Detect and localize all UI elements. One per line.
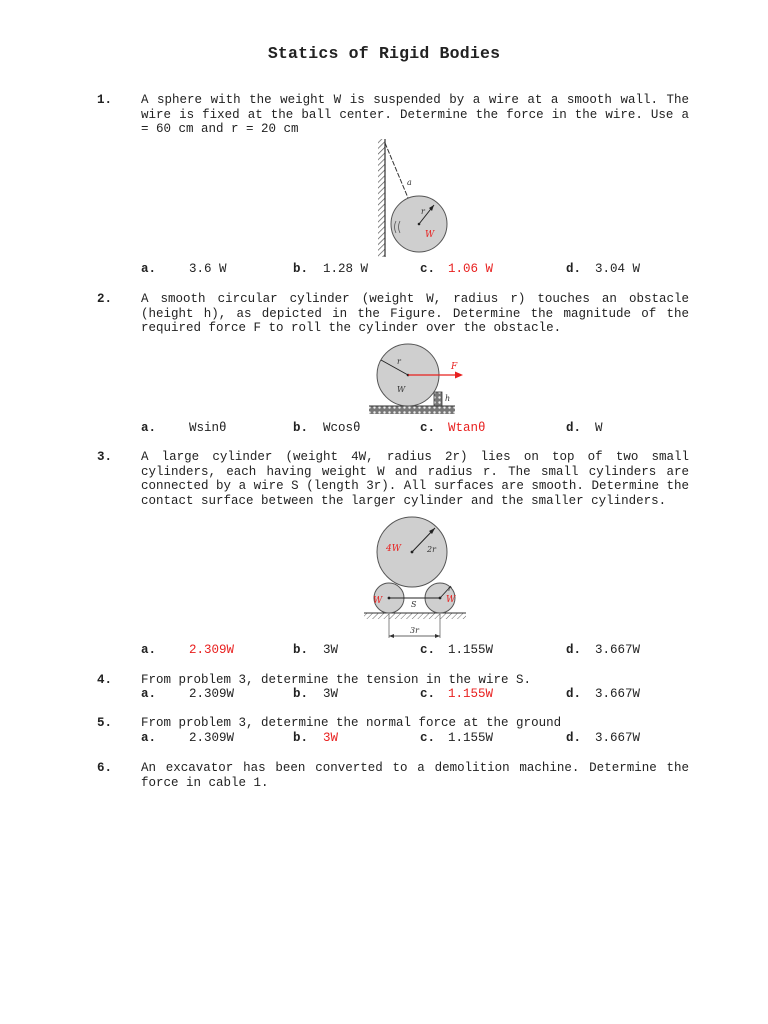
label-r: r [397,357,401,366]
option-b-letter: b. [293,731,309,745]
option-d-value[interactable]: 3.667W [595,643,641,657]
option-c-letter: c. [420,262,436,276]
option-b-value[interactable]: 3W [323,731,339,745]
wall [378,139,385,257]
question-6-text: An excavator has been converted to a demolition machine. Determine the force in cable 1. [141,761,689,790]
label-w: W [425,230,435,240]
option-c-letter: c. [420,687,436,701]
label-h: h [445,394,451,403]
label-f: F [451,362,458,372]
option-a-letter: a. [141,643,157,657]
figure-3-stacked-cylinders [362,516,468,640]
option-a-value[interactable]: Wsinθ [189,421,227,435]
obstacle [434,392,442,406]
option-a-value[interactable]: 2.309W [189,643,235,657]
option-c-value[interactable]: 1.155W [448,687,494,701]
option-b-value[interactable]: 3W [323,643,339,657]
option-d-value[interactable]: W [595,421,603,435]
question-6-number: 6. [97,761,113,775]
option-a-value[interactable]: 3.6 W [189,262,227,276]
question-4-options [141,687,689,703]
label-4w: 4W [386,544,401,554]
option-c-value[interactable]: Wtanθ [448,421,486,435]
question-1-text: A sphere with the weight W is suspended by a wire at a smooth wall. The wire is fixed at the ball center. Determine the force in the wire. Use a = 60 cm and r = 20 cm [141,93,689,137]
label-s: S [411,600,417,609]
question-4-number: 4. [97,673,113,687]
option-d-letter: d. [566,421,582,435]
option-d-letter: d. [566,731,582,745]
option-b-letter: b. [293,687,309,701]
floor [369,406,455,414]
label-a: a [407,178,412,187]
figure-1-sphere-wall [372,137,452,259]
question-5-number: 5. [97,716,113,730]
option-c-value[interactable]: 1.155W [448,731,494,745]
label-r-small: r [448,585,452,593]
label-w-right: W [446,595,456,605]
option-d-letter: d. [566,643,582,657]
option-a-letter: a. [141,687,157,701]
question-2-text: A smooth circular cylinder (weight W, radius r) touches an obstacle (height h), as depicted in the Figure. Determine the magnitude of the required force F to roll the cylinder over the obstacle. [141,292,689,336]
option-d-letter: d. [566,687,582,701]
question-3-options [141,643,689,659]
option-c-value[interactable]: 1.155W [448,643,494,657]
question-4-text: From problem 3, determine the tension in the wire S. [141,673,532,687]
option-b-value[interactable]: 1.28 W [323,262,369,276]
question-3-text: A large cylinder (weight 4W, radius 2r) lies on top of two small cylinders, each having weight W and radius r. The small cylinders are connected by a wire S (length 3r). All surfaces are smooth. Determine the contact surface between the larger cylinder and the smaller cylinders. [141,450,689,508]
option-d-value[interactable]: 3.667W [595,731,641,745]
option-d-letter: d. [566,262,582,276]
question-1-options [141,262,689,278]
option-b-value[interactable]: 3W [323,687,339,701]
option-c-value[interactable]: 1.06 W [448,262,494,276]
page-title: Statics of Rigid Bodies [267,44,501,63]
label-r: r [421,207,425,216]
option-b-letter: b. [293,262,309,276]
label-w: W [397,385,406,394]
option-a-value[interactable]: 2.309W [189,731,235,745]
question-5-text: From problem 3, determine the normal force at the ground [141,716,562,730]
option-c-letter: c. [420,421,436,435]
option-a-letter: a. [141,262,157,276]
question-2-options [141,421,689,437]
question-2-number: 2. [97,292,113,306]
option-c-letter: c. [420,643,436,657]
label-2r: 2r [427,545,436,554]
label-w-left: W [373,596,383,606]
option-b-value[interactable]: Wcosθ [323,421,361,435]
option-d-value[interactable]: 3.667W [595,687,641,701]
option-c-letter: c. [420,731,436,745]
question-5-options [141,731,689,747]
question-1-number: 1. [97,93,113,107]
option-a-letter: a. [141,421,157,435]
figure-2-cylinder-obstacle [367,340,467,418]
question-3-number: 3. [97,450,113,464]
option-b-letter: b. [293,421,309,435]
option-a-value[interactable]: 2.309W [189,687,235,701]
ground [364,613,466,619]
option-a-letter: a. [141,731,157,745]
label-3r: 3r [410,626,419,635]
option-d-value[interactable]: 3.04 W [595,262,641,276]
option-b-letter: b. [293,643,309,657]
